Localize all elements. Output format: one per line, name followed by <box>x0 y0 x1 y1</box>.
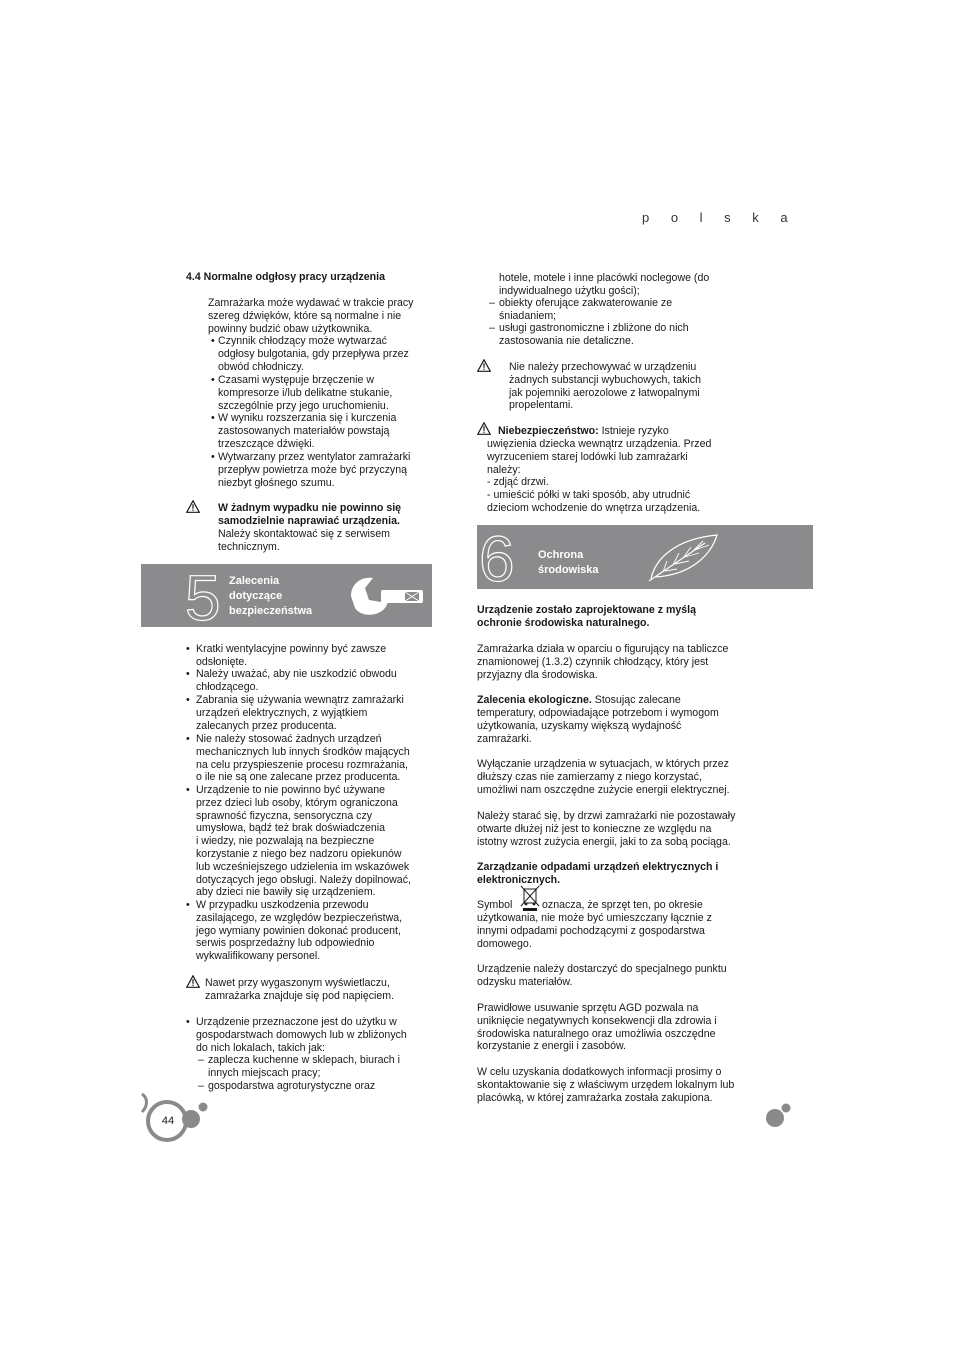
weee-heading: Zarządzanie odpadami urządzeń elektrycznych i elektronicznych. <box>477 861 719 886</box>
leaf-icon <box>645 531 721 583</box>
section-title: Ochrona środowiska <box>538 549 599 576</box>
eco-paragraph: temperatury, odpowiadające potrzebom i wymogom użytkowania, uzyskamy większą wydajność zamrażarki. <box>477 707 719 745</box>
danger-text: uwięzienia dziecka wewnątrz urządzenia. Przed wyrzuceniem starej lodówki lub zamrażarki należy: <box>487 438 712 476</box>
eco-first-line <box>477 694 681 707</box>
dash-marker: – <box>198 1080 204 1092</box>
danger-text-start: Istnieje ryzyko <box>598 425 669 437</box>
wrench-icon <box>347 574 427 618</box>
bullet-dot: • <box>211 374 215 386</box>
list-item: Zabrania się używania wewnątrz zamrażarki urządzeń elektrycznych, z wyjątkiem zalecanych przez producenta. <box>196 694 404 732</box>
eco-text-start: Stosując zalecane <box>591 694 681 706</box>
repair-warning-bold: W żadnym wypadku nie powinno się samodzielnie naprawiać urządzenia. <box>218 502 402 527</box>
repair-warning-text: Należy skontaktować się z serwisem technicznym. <box>218 528 390 553</box>
noise-intro: Zamrażarka może wydawać w trakcie pracy szereg dźwięków, które są normalne i nie powinny budzić obaw użytkownika. <box>208 297 414 335</box>
warning-triangle-icon <box>477 422 491 435</box>
symbol-text-start: oznacza, że sprzęt ten, po okresie <box>542 899 703 911</box>
list-item: Czasami występuje brzęczenie w kompresorze i/lub delikatne stukanie, szczególnie przy jego uruchomieniu. <box>218 374 393 412</box>
bullet-dot: • <box>211 412 215 424</box>
list-item: usługi gastronomiczne i zbliżone do nich zastosowania nie detaliczne. <box>499 322 689 347</box>
circles-decoration-right <box>762 1098 798 1132</box>
section-6-banner <box>477 523 813 595</box>
list-item: Nie należy stosować żadnych urządzeń mechanicznych lub innych środków mających na celu przyspieszenie procesu rozmrażania, o ile nie są one zalecane przez producenta. <box>196 733 410 784</box>
refrigerant-paragraph: Zamrażarka działa w oparciu o figurujący na tabliczce znamionowej (1.3.2) czynnik chłodzący, który jest przyjazny dla środowiska. <box>477 643 729 681</box>
contact-paragraph: W celu uzyskania dodatkowych informacji prosimy o skontaktowanie się z właściwym urzędem lokalnym lub placówką, w której zamrażarka została zakupiona. <box>477 1066 735 1104</box>
list-item: zaplecza kuchenne w sklepach, biurach i innych miejscach pracy; <box>208 1054 400 1079</box>
list-item: W wyniku rozszerzania się i kurczenia zastosowanych materiałów powstają trzeszczące dźwięki. <box>218 412 397 450</box>
dash-marker: – <box>489 322 495 334</box>
bullet-dot: • <box>186 694 190 706</box>
list-item: - zdjąć drzwi. <box>487 476 549 488</box>
explosive-warning-text: Nie należy przechowywać w urządzeniu żadnych substancji wybuchowych, takich jak pojemniki aerozolowe z łatwopalnymi propelentami. <box>509 361 701 412</box>
list-item: - umieścić półki w taki sposób, aby utrudnić dzieciom wchodzenie do wnętrza urządzenia. <box>487 489 701 514</box>
warning-triangle-icon <box>186 500 200 513</box>
household-continuation: hotele, motele i inne placówki noclegowe (do indywidualnego użytku gości); <box>499 272 710 297</box>
section-number: 5 <box>185 562 221 634</box>
list-item: Czynnik chłodzący może wytwarzać odgłosy bulgotania, gdy przepływa przez obwód chłodniczy. <box>218 335 409 373</box>
section-5-banner <box>141 562 432 634</box>
disposal-paragraph: Prawidłowe usuwanie sprzętu AGD pozwala na uniknięcie negatywnych konsekwencji dla zdrowia i środowiska naturalnego oraz umożliwia oszczędne korzystanie z energii i zasobów. <box>477 1002 717 1053</box>
collection-paragraph: Urządzenie należy dostarczyć do specjalnego punktu odzysku materiałów. <box>477 963 727 988</box>
section-number: 6 <box>479 523 515 595</box>
bullet-dot: • <box>211 451 215 463</box>
warning-triangle-icon <box>186 975 200 988</box>
danger-label: Niebezpieczeństwo: <box>498 425 599 437</box>
list-item: Wytwarzany przez wentylator zamrażarki przepływ powietrza może być przyczyną niezbyt głośnego szumu. <box>218 451 411 489</box>
list-item: obiekty oferujące zakwaterowanie ze śniadaniem; <box>499 297 673 322</box>
eco-label: Zalecenia ekologiczne. <box>477 694 592 706</box>
door-paragraph: Należy starać się, by drzwi zamrażarki nie pozostawały otwarte dłużej niż jest to konieczne ze względu na istotny wzrost zużycia energii, jaki to za sobą pociąga. <box>477 810 736 848</box>
bullet-dot: • <box>186 899 190 911</box>
list-item: Kratki wentylacyjne powinny być zawsze odsłonięte. <box>196 643 387 668</box>
bullet-dot: • <box>186 784 190 796</box>
household-use-text: Urządzenie przeznaczone jest do użytku w gospodarstwach domowych lub w zbliżonych do nich lokalach, takich jak: <box>196 1016 407 1054</box>
symbol-word: Symbol <box>477 899 513 911</box>
warning-triangle-icon <box>477 359 491 372</box>
language-label: p o l s k a <box>642 210 797 225</box>
bullet-dot: • <box>186 668 190 680</box>
section-4-4-title: 4.4 Normalne odgłosy pracy urządzenia <box>186 271 385 283</box>
bullet-dot: • <box>211 335 215 347</box>
bullet-dot: • <box>186 733 190 745</box>
bullet-dot: • <box>186 1016 190 1028</box>
weee-paragraph: użytkowania, nie może być umieszczany łącznie z innymi odpadami pochodzącymi z gospodarstwa domowego. <box>477 912 712 950</box>
list-item: Należy uważać, aby nie uszkodzić obwodu chłodzącego. <box>196 668 397 693</box>
bullet-dot: • <box>186 643 190 655</box>
dash-marker: – <box>489 297 495 309</box>
section-title: Zalecenia dotyczące bezpieczeństwa <box>229 575 313 617</box>
crossed-bin-icon <box>520 885 540 912</box>
page-number: 44 <box>161 1115 175 1127</box>
list-item: Urządzenie to nie powinno być używane przez dzieci lub osoby, którym ograniczona sprawność fizyczna, sensoryczna czy umysłowa, bądź też brak doświadczenia i wiedzy, nie pozwalają na bezpieczne korzystanie z niego bez nadzoru opiekunów lub wcześniejszego udzielenia im wskazówek dotyczących jego obsługi. Należy dopilnować, aby dzieci nie bawiły się urządzeniem. <box>196 784 411 899</box>
environment-intro: Urządzenie zostało zaprojektowane z myślą ochronie środowiska naturalnego. <box>477 604 697 629</box>
voltage-warning-text: Nawet przy wygaszonym wyświetlaczu, zamrażarka znajduje się pod napięciem. <box>205 977 395 1002</box>
list-item: W przypadku uszkodzenia przewodu zasilającego, ze względów bezpieczeństwa, jego wymiany powinien dokonać producent, serwis posprzedażny lub odpowiednio wykwalifikowany personel. <box>196 899 403 963</box>
dash-marker: – <box>198 1054 204 1066</box>
danger-first-line <box>498 425 669 438</box>
list-item: gospodarstwa agroturystyczne oraz <box>208 1080 376 1092</box>
switch-off-paragraph: Wyłączanie urządzenia w sytuacjach, w których przez dłuższy czas nie zamierzamy z niego korzystać, umożliwi nam oszczędne zużycie energii elektrycznej. <box>477 758 730 796</box>
